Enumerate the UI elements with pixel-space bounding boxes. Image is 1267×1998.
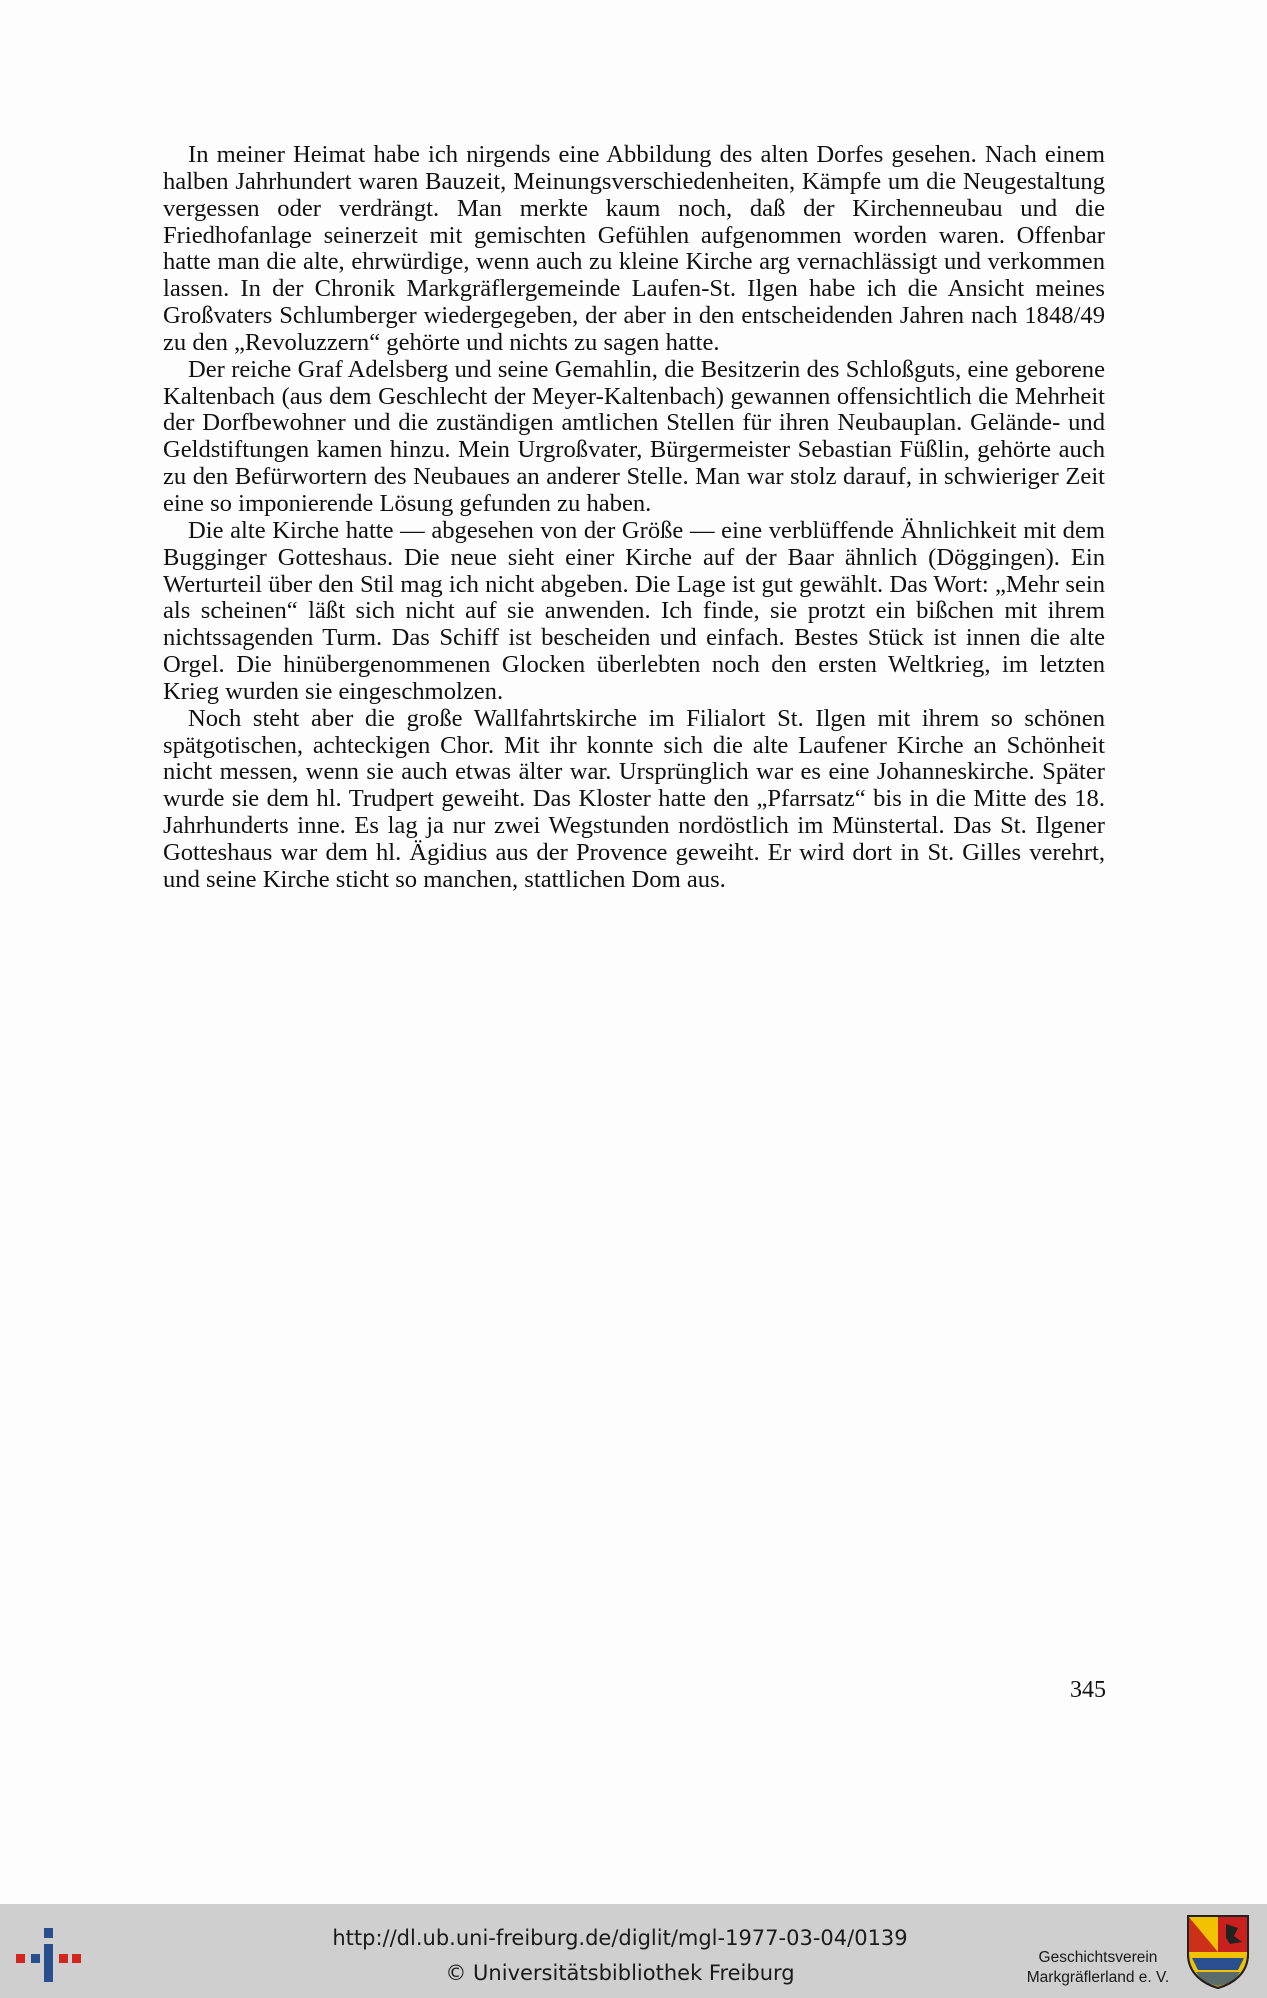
ub-freiburg-logo-icon[interactable] [14, 1924, 84, 1986]
viewer-footer [0, 1904, 1267, 1998]
paragraph: Die alte Kirche hatte — abgesehen von der Größe — eine verblüffende Ähnlichkeit mit dem Bugginger Gotteshaus. Die neue sieht einer Kirche auf der Baar ähnlich (Döggingen). Ein Werturteil über den Stil mag ich nicht abgeben. Die Lage ist gut gewählt. Das Wort: „Mehr sein als scheinen“ läßt sich nicht auf sie anwenden. Ich finde, sie protzt ein bißchen mit ihrem nichtssagenden Turm. Das Schiff ist bescheiden und einfach. Bestes Stück ist innen die alte Orgel. Die hinübergenommenen Glocken überlebten noch den ersten Weltkrieg, im letzten Krieg wurden sie eingeschmolzen. [163, 516, 1105, 705]
copyright-text: © Universitätsbibliothek Freiburg [445, 1961, 795, 1985]
paragraph: Noch steht aber die große Wallfahrtskirche im Filialort St. Ilgen mit ihrem so schönen spätgotischen, achteckigen Chor. Mit ihr konnte sich die alte Laufener Kirche an Schönheit nicht messen, wenn sie auch etwas älter war. Ursprünglich war es eine Johanneskirche. Später wurde sie dem hl. Trudpert geweiht. Das Kloster hatte den „Pfarrsatz“ bis in die Mitte des 18. Jahrhunderts inne. Es lag ja nur zwei Wegstunden nordöstlich im Münstertal. Das St. Ilgener Gotteshaus war dem hl. Ägidius aus der Provence geweiht. Er wird dort in St. Gilles verehrt, und seine Kirche sticht so manchen, stattlichen Dom aus. [163, 704, 1105, 893]
paragraph: In meiner Heimat habe ich nirgends eine Abbildung des alten Dorfes gesehen. Nach einem halben Jahrhundert waren Bauzeit, Meinungsverschiedenheiten, Kämpfe um die Neugestaltung vergessen oder verdrängt. Man merkte kaum noch, daß der Kirchenneubau und die Friedhofanlage seinerzeit mit gemischten Gefühlen aufgenommen worden waren. Offenbar hatte man die alte, ehrwürdige, wenn auch zu kleine Kirche arg vernachlässigt und verkommen lassen. In der Chronik Markgräflergemeinde Laufen-St. Ilgen habe ich die Ansicht meines Großvaters Schlumberger wiedergegeben, der aber in den entscheidenden Jahren nach 1848/49 zu den „Revoluzzern“ gehörte und nichts zu sagen hatte. [163, 141, 1105, 356]
society-name [1018, 1948, 1178, 1988]
body-text [163, 142, 1105, 894]
page-number: 345 [1070, 1677, 1106, 1703]
society-name-line2: Markgräflerland e. V. [1026, 1969, 1170, 1986]
society-name-line1: Geschichtsverein [1038, 1949, 1158, 1966]
coat-of-arms-icon[interactable] [1186, 1914, 1250, 1990]
permalink-link[interactable]: http://dl.ub.uni-freiburg.de/diglit/mgl-1977-03-04/0139 [332, 1926, 908, 1950]
paragraph: Der reiche Graf Adelsberg und seine Gemahlin, die Besitzerin des Schloßguts, eine geborene Kaltenbach (aus dem Geschlecht der Meyer-Kaltenbach) gewannen offensichtlich die Mehrheit der Dorfbewohner und die zuständigen amtlichen Stellen für ihren Neubauplan. Gelände- und Geldstiftungen kamen hinzu. Mein Urgroßvater, Bürgermeister Sebastian Füßlin, gehörte auch zu den Befürwortern des Neubaues an anderer Stelle. Man war stolz darauf, in schwieriger Zeit eine so imponierende Lösung gefunden zu haben. [163, 355, 1105, 517]
